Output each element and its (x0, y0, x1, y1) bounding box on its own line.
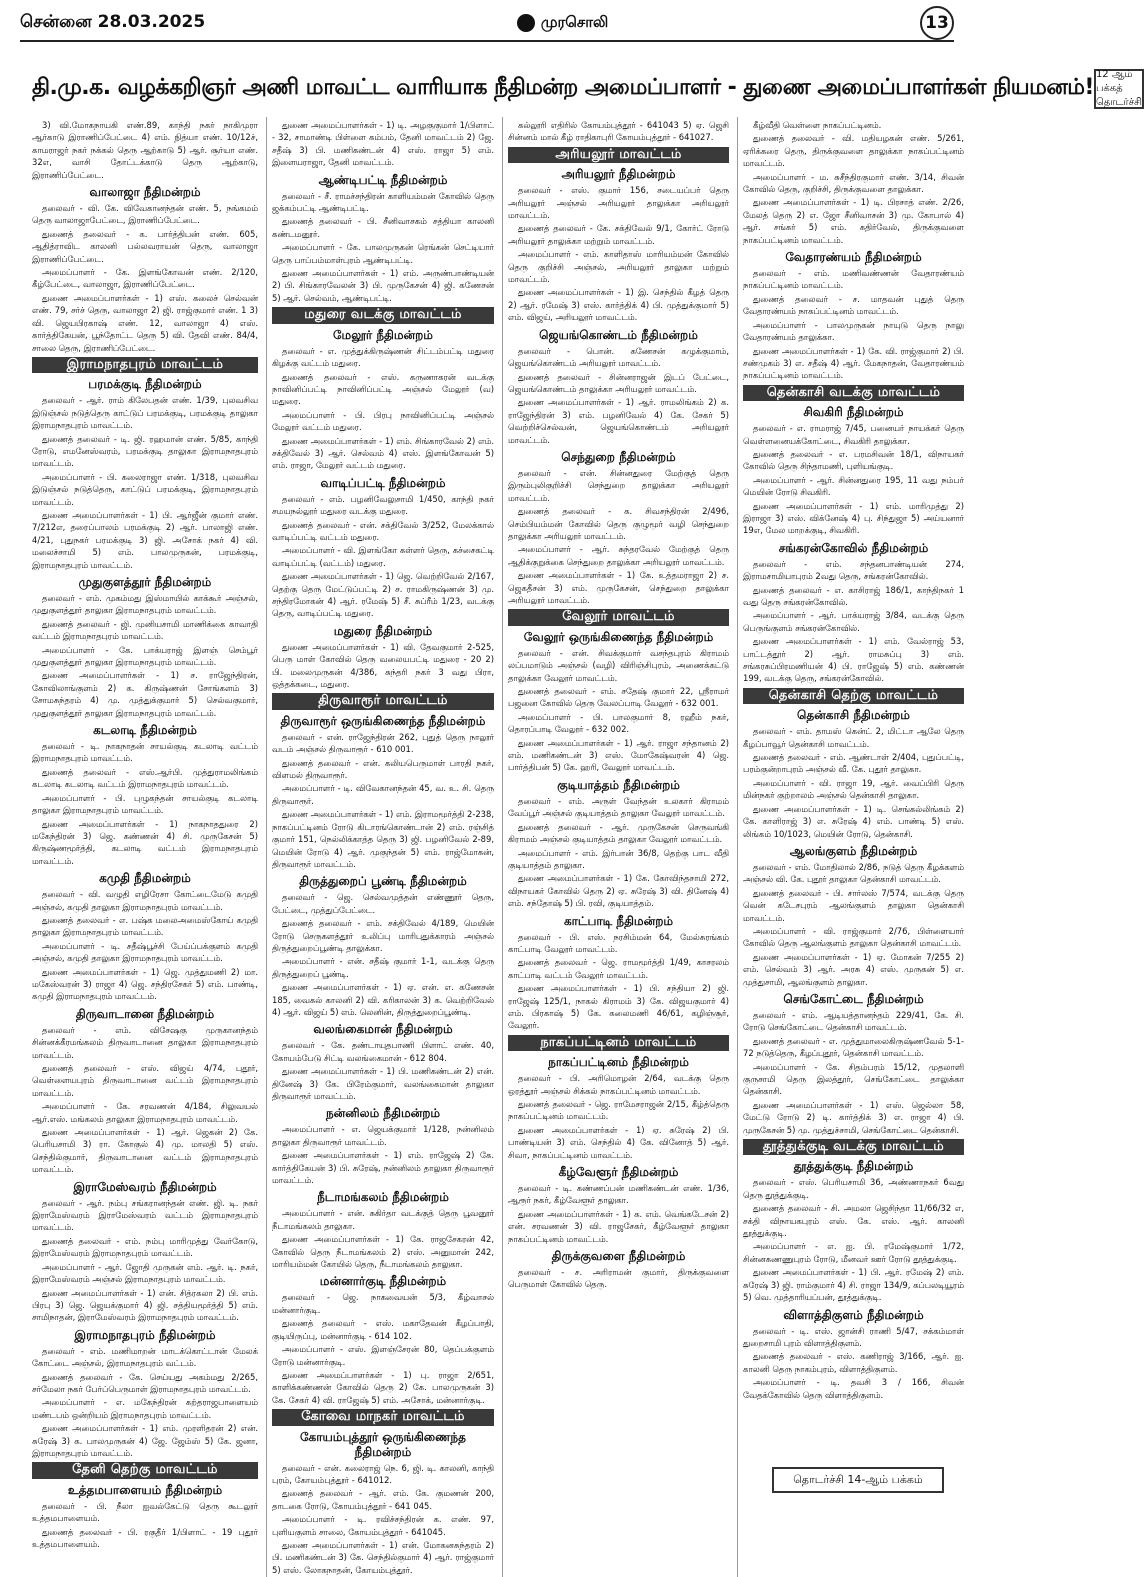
column-1 (30, 117, 262, 1577)
appointment-entry: துணைத் தலைவர் - என். கலியபெருமாள் பாரதி நகர், விளமல் திருவாரூர். (272, 757, 494, 781)
court-heading: திருவாடானை நீதிமன்றம் (75, 1006, 215, 1021)
appointment-entry: துணை அமைப்பாளர்கள் - 1) ஆர். ஜெகன் 2) கே. பெரியசாமி 3) ரா. கோகுல் 4) மு. மாலதி 5) எஸ். செந்தில்குமார், திருவாடானை வட்டம் இராமநாதபுரம் மாவட்டம். (32, 1127, 258, 1175)
appointment-entry: தலைவர் - என். சின்னதுரை மேற்குத் தெரு இரும்புலிகுறிச்சி செந்துறை தாலுக்கா அரியலூர் மாவட்டம். (508, 467, 729, 503)
appointment-entry: தலைவர் - ஜெ. செல்வமுத்தன் எண்ணூர் தெரு, பேட்டை, முத்துப்பேட்டை. (272, 892, 494, 915)
court-heading: இராமநாதபுரம் நீதிமன்றம் (74, 1327, 216, 1342)
appointment-entry: துணைத் தலைவர் - எஸ். கணிராஜ் 3/166, ஆர். ஐ. காலனி தெரு நாகம்புரம், விளாத்திகுளம். (743, 1351, 964, 1374)
appointment-entry: துணை அமைப்பாளர்கள் - 1) எம். சிங்காரவேல் 2) எம். சக்திவேல் 3) ஆர். செல்வம் 4) எஸ். இளங்கோவன் 5) எம். ராஜா, மேலூர் வட்டம் மதுரை. (272, 435, 494, 471)
appointment-entry: துணை அமைப்பாளர்கள் - 1) வி. தேவகுமார் 2-525, பெரு மாள் கோவில் தெரு வலையபட்டி மதுரை - 20 2) பி. மலைமுருகன் 4/386, சுந்தரி நகர் 3 வது பிரா, ஒத்தக்கடை, மதுரை. (272, 641, 494, 690)
court-heading: காட்பாடி நீதிமன்றம் (563, 913, 674, 928)
appointment-entry: கல்லூரி எதிரில் கோயம்புத்தூர் - 641043 5) ஏ. ஜெசி சின்னம் மால் கீழ் ராதிகாபுரி கோயம்புத்தூர் - 641027. (508, 120, 729, 143)
appointment-entry: அமைப்பாளர் - என். சதீஷ் குமார் 1-1, வடக்கு தெரு திருத்துறைப் பூண்டி. (272, 956, 494, 979)
district-heading: தேனி தெற்கு மாவட்டம் (32, 1462, 258, 1478)
court-heading: மன்னார்குடி நீதிமன்றம் (319, 1274, 447, 1289)
appointment-entry: துணைத் தலைவர் - எம். நம்பு மாரிமுத்து வேர்கோடு, இராமேஸ்வரம் இராமநாதபுரம் மாவட்டம். (32, 1235, 258, 1259)
district-heading: தென்காசி தெற்கு மாவட்டம் (743, 688, 964, 704)
appointment-entry: துணை அமைப்பாளர்கள் - 1) கே. வி. ராஜ்குமார் 2) பி. சண்முகம் 3) எ. சதீஷ் 4) ஆர். மேகநாதன், வேதாரண்யம் நாகப்பட்டினம் மாவட்டம். (743, 345, 964, 381)
appointment-entry: துணைத் தலைவர் - பி. ரகுதீர் 1/பிளாட் - 19 புதூர் உத்தமபாளையம். (32, 1526, 258, 1549)
appointment-entry: துணை அமைப்பாளர்கள் - 1) கே. உத்தமராஜா 2) ச. ஜெகதீசன் 3) எம். முருகேசன், செந்துறை தாலுக்கா அரியலூர் மாவட்டம். (508, 570, 729, 605)
column-2 (266, 117, 498, 1577)
appointment-entry: தலைவர் - எம். மணிமாறன் மாடக்கொட்டான் மேலக் கோட்டை அஞ்சல், இராமநாதபுரம் வட்டம். (32, 1345, 258, 1369)
appointment-entry: துணை அமைப்பாளர்கள் - 1) ச. ராஜேந்திரன், கோவிலாங்குளம் 2) க. கிருஷ்ணன் சோங்களம் 3) சோமசுந்தரம் 4) மு. முத்துக்குமார் 5) செல்வகுமார், முதுகுளத்தூர் தாலுகா இராமநாதபுரம் மாவட்டம். (32, 670, 258, 718)
court-heading: திருத்துறைப் பூண்டி நீதிமன்றம் (299, 874, 467, 889)
appointment-entry: துணைத் தலைவர் - எ. காசிராஜ் 186/1, காந்திநகர் 1 வது தெரு சங்கரன்கோவில். (743, 584, 964, 607)
appointment-entry: அமைப்பாளர் - பி. கலைராஜா எண். 1/318, புலவசிவ இடுஞ்சல் நடுத்தெரு, காட்டுப் பரமக்குடி, இராமநாதபுரம் மாவட்டம். (32, 471, 258, 507)
appointment-entry: துணைத் தலைவர் - க. சிவசந்திரன் 2/496, செம்பியம்மன் கோவில் தெரு குழுமூர் வழி செந்துறை தாலுக்கா அரியலூர் மாவட்டம். (508, 506, 729, 541)
court-heading: செங்கோட்டை நீதிமன்றம் (783, 991, 924, 1006)
appointment-entry: அமைப்பாளர் - பி. பாலகுமார் 8, ரஹீம் நகர், தொரப்பாடி வேலூர் - 632 002. (508, 711, 729, 735)
column-4 (737, 117, 968, 1577)
appointment-entry: அமைப்பாளர் - எம். காளிதாஸ் மாரியம்மன் கோவில் தெரு குறிச்சி அஞ்சல், அரியலூர் தாலுகா மற்றும் மாவட்டம். (508, 249, 729, 285)
appointment-entry: துணை அமைப்பாளர்கள் - 1) க. எம். வெங்கடேசன் 2) என். சரவணன் 3) வி. ராஜசேகர், கீழ்வேளூர் தாலுகா நாகப்பட்டினம் மாவட்டம். (508, 1208, 729, 1244)
appointment-entry: தலைவர் - டி. நாகநாதன் சாயல்குடி கடலாடி வட்டம் இராமநாதபுரம் மாவட்டம். (32, 741, 258, 764)
court-heading: தென்காசி நீதிமன்றம் (797, 708, 910, 723)
appointment-entry: தலைவர் - எம். ஆடியத்தானந்தம் 229/41, கே. சி. ரோடு செங்கோட்டை தென்காசி மாவட்டம். (743, 1009, 964, 1033)
appointment-entry: தலைவர் - பொன். கணேசன் கழுக்குமாம், ஜெயங்கொண்டம் அரியலூர் மாவட்டம். (508, 345, 729, 369)
masthead (20, 6, 954, 42)
appointment-entry: துணைத் தலைவர் - டி. ஜி. ரஹமான் எண். 5/85, காந்தி ரோடு, எமனேஸ்வரம், பரமக்குடி தாலுகா இராமநாதபுரம் மாவட்டம். (32, 433, 258, 469)
appointment-entry: அமைப்பாளர் - எஸ். இளஞ்சேரன் 80, தெப்பக்குளம் ரோடு மன்னார்குடி. (272, 1344, 494, 1367)
court-heading: நீடாமங்கலம் நீதிமன்றம் (317, 1190, 449, 1205)
appointment-entry: தலைவர் - எஸ். குமார் 156, சடையப்பர் தெரு அரியலூர் அஞ்சல் அரியலூர் தாலுக்கா அரியலூர் மாவட்டம். (508, 185, 729, 221)
appointment-entry: துணைத் தலைவர் - ஜெ. ராமமூர்த்தி 1/49, காசரலம் காட்பாடி வட்டம் வேலூர் மாவட்டம். (508, 957, 729, 980)
appointment-entry: துணை அமைப்பாளர்கள் - 1) ஆர். ராமலிங்கம் 2) க. ராஜேந்திரன் 3) எம். பழனிவேல் 4) கே. சேகர் 5) வெற்றிச்செல்வன், ஜெயங்கொண்டம் அரியலூர் மாவட்டம். (508, 397, 729, 445)
appointment-entry: அமைப்பாளர் - ஆர். சுந்தரவேல் மேற்குத் தெரு ஆதிக்குறுக்கை செந்துறை தாலுக்கா அரியலூர் மாவட்டம். (508, 544, 729, 567)
appointment-entry: தலைவர் - எம். முகம்மது இஸ்மாயில் காக்கூர் அஞ்சல், முதுகுளத்தூர் தாலுகா இராமநாதபுரம் மாவட்டம். (32, 593, 258, 616)
appointment-entry: தலைவர் - எம். தாமஸ் கென்ட் 2, மிட்டா ஆலே தெரு கீழப்பாவூர் தென்காசி மாவட்டம். (743, 726, 964, 749)
appointment-entry: துணை அமைப்பாளர்கள் - 1) எஸ். ஜெல்லா 58, மேட்டு ரோடு 2) டி. கார்த்திக் 3) எ. ராஜா 4) பி. முருகேசன் 5) மு. முத்துச்சாமி, செங்கோட்டை தென்காசி. (743, 1099, 964, 1135)
appointment-entry: அமைப்பாளர் - ம. சுசீந்திரகுமார் எண். 3/14, சிவன் கோவில் தெரு, குறிச்சி, திருக்குவளை தாலுக்கா. (743, 171, 964, 195)
newspaper-title: முரசொலி (540, 13, 609, 31)
appointment-entry: துணை அமைப்பாளர்கள் - 1) பி. சந்தியா 2) ஜி. ராஜேஷ் 125/1, நாகல் கிராமம் 3) கே. விஜயகுமார் 4) எம். பிரகாஷ் 5) கே. கலைமணி 46/61, கழிஞ்சூர், வேலூர். (508, 983, 729, 1031)
appointment-entry: தலைவர் - எம். மோதிலால் 2/86, நடுத் தெரு கீழக்களம் அஞ்சல் வி. கே. புதூர் தாலுகா தென்காசி மாவட்டம். (743, 861, 964, 885)
appointment-entry: துணை அமைப்பாளர்கள் - 1) இ. செந்தில் கீழத் தெரு 2) ஆர். ரமேஷ் 3) எஸ். கார்த்திக் 4) பி. முத்துக்குமார் 5) எம். விஜய், அரியலூர் மாவட்டம். (508, 287, 729, 323)
appointment-entry: அமைப்பாளர் - எம். இர்பான் 36/8, தெற்கு பாட வீதி குடியாத்தம் தாலுகா. (508, 847, 729, 870)
court-heading: கமுதி நீதிமன்றம் (99, 871, 191, 886)
appointment-entry: துணைத் தலைவர் - பி. சீனிவாசகம் சத்தியா காலனி கண்டமனூர். (272, 216, 494, 239)
appointment-entry: அமைப்பாளர் - என். சுகிர்தா வடக்குத் தெரு பூவனூர் நீடாமங்கலம் தாலுகா. (272, 1208, 494, 1231)
appointment-entry: அமைப்பாளர் - எ. ஐ. பி. ரமேஷ்குமார் 1/72, சின்னகணணுபுரம் ரோடு, மீனவர் ஊர் ரோடு தூத்துக்குடி. (743, 1241, 964, 1264)
district-heading: வேலூர் மாவட்டம் (508, 609, 729, 625)
appointment-entry: துணைத் தலைவர் - வி. மதியழகன் எண். 5/261, ஏரிக்கரை தெரு, திருக்குவளை தாலுக்கா நாகப்பட்டினம் மாவட்டம். (743, 133, 964, 169)
appointment-entry: தலைவர் - என். ராஜேந்திரன் 262, புதுத் தெரு நாலூர் வடம் அஞ்சல் திருவாரூர் - 610 001. (272, 731, 494, 755)
appointment-entry: தலைவர் - சீ. ராமச்சந்திரன் காளியம்மன் கோவில் தெரு ஜக்கம்பட்டி ஆண்டிபட்டி. (272, 190, 494, 214)
court-heading: வேதாரண்யம் நீதிமன்றம் (785, 250, 922, 265)
court-heading: உத்தமபாளையம் நீதிமன்றம் (67, 1482, 223, 1497)
appointment-entry: அமைப்பாளர் - ஆர். சின்னதுரை 195, 11 வது நம்பர் மெயின் ரோடு சிவகிரி. (743, 474, 964, 498)
appointment-entry: துணை அமைப்பாளர்கள் - 1) பி. மணிகண்டன் 2) என். தினேஷ் 3) கே. பிரேம்குமார், வலங்கைமான் தாலுகா திருவாரூர் மாவட்டம். (272, 1066, 494, 1101)
appointment-entry: தலைவர் - ஜெ. நாகவையன் 5/3, கீழ்வாசல் மன்னார்குடி. (272, 1292, 494, 1315)
appointment-entry: தலைவர் - டி. கண்ணப்பன் மணிகண்டன் எண். 1/36, ஆரூர் நகர், கீழ்வேளூர் தாலுகா. (508, 1183, 729, 1206)
appointment-entry: அமைப்பாளர் - டி. சதீஷ்பூச்சி பேய்ப்பக்குளம் கமுதி அஞ்சல், கமுதி தாலுகா இராமநாதபுரம் மாவட்டம். (32, 940, 258, 964)
appointment-entry: துணைத் தலைவர் - ஜி. முனியசாமி மாணிக்கை காவாதி வட்டம் இராமநாதபுரம் மாவட்டம். (32, 618, 258, 642)
headline-bar (32, 64, 1143, 114)
appointment-entry: தலைவர் - வி. கே. விவேகானந்தன் எண். 5, நங்கமம் தெரு வாலாஜாபேட்டை, இராணிப்பேட்டை. (32, 203, 258, 226)
appointment-entry: துணைத் தலைவர் - ஜெ. ராமேசராஜன் 2/15, கீழ்த்தெரு நாகப்பட்டினம் மாவட்டம். (508, 1099, 729, 1122)
appointment-entry: துணைத் தலைவர் - கே. சக்திவேல் 9/1, கோர்ட் ரோடு அரியலூர் தாலுக்கா மற்றும் மாவட்டம். (508, 223, 729, 246)
appointment-entry: துணைத் தலைவர் - எம். சக்திவேல் 4/189, மெயின் ரோடு செருகளத்தூர் உலிப்பு மாரிபுதுக்காரம் அஞ்சல் திருத்துறைப்பூண்டி தாலுக்கா. (272, 918, 494, 953)
appointment-entry: தலைவர் - பி. எஸ். நரசிம்மன் 64, மேல்சுரங்கம் காட்பாடி வேலூர் மாவட்டம். (508, 931, 729, 954)
appointment-entry: துணைத் தலைவர் - சி. அமலா ஜெசிந்தா 11/66/32 எ, சக்தி விநாயகபுரம் எஸ். கே. எஸ். ஆர். காலனி தூத்துக்குடி. (743, 1203, 964, 1239)
court-heading: இராமேஸ்வரம் நீதிமன்றம் (73, 1179, 217, 1194)
district-heading: தூத்துக்குடி வடக்கு மாவட்டம் (743, 1139, 964, 1155)
appointment-entry: துணைத் தலைவர் - என். சக்திவேல் 3/252, மேலக்கால் வாடிப்பட்டி வட்டம் மதுரை. (272, 519, 494, 542)
court-heading: நன்னிலம் நீதிமன்றம் (325, 1106, 441, 1121)
appointment-entry: அமைப்பாளர் - எ. ஜெயக்குமார் 1/128, நன்னிலம் தாலுகா திருவாரூர் மாவட்டம். (272, 1124, 494, 1147)
court-heading: கோயம்புத்தூர் ஒருங்கிணைந்த நீதிமன்றம் (300, 1429, 466, 1459)
appointment-entry: தலைவர் - ஆர். ராம் கிலேபதன் எண். 1/39, புலவசிவ இடுஞ்சல் நடுத்தெரு காட்டுப் பரமக்குடி, பரமக்குடி தாலுகா இராமநாதபுரம் மாவட்டம். (32, 395, 258, 431)
appointment-entry: தலைவர் - என். கலைராஜ் நெ. 6, ஜி. டி. காலனி, காந்தி புரம், கோயம்புத்தூர் - 641012. (272, 1462, 494, 1485)
appointment-entry: துணை அமைப்பாளர்கள் - 1) நாகநாததுரை 2) மகேந்திரன் 3) ஜெ. கண்ணன் 4) சி. முருகேசன் 5) கிருஷ்ணமூர்த்தி, கடலாடி வட்டம் இராமநாதபுரம் மாவட்டம். (32, 818, 258, 866)
district-heading: தென்காசி வடக்கு மாவட்டம் (743, 385, 964, 401)
court-heading: குடியாத்தம் நீதிமன்றம் (557, 777, 680, 792)
appointment-entry: துணை அமைப்பாளர்கள் - 1) எம். ராஜேஷ் 2) கே. கார்த்திகேயன் 3) பி. சுரேஷ், நன்னிலம் தாலுகா திருவாரூர் மாவட்டம். (272, 1150, 494, 1186)
court-heading: ஜெயங்கொண்டம் நீதிமன்றம் (539, 327, 698, 342)
court-heading: திருவாரூர் ஒருங்கிணைந்த நீதிமன்றம் (280, 713, 486, 728)
appointment-entry: துணைத் தலைவர் - ஆர். முருகேசன் செருவங்கி கிராமம் அஞ்சல் குடியாத்தம் தாலுகா வேலூர் மாவட்டம். (508, 821, 729, 845)
appointment-entry: அமைப்பாளர் - பாலமுருகன் நாயுடு தெரு நாலு வேதாரண்யம் தாலுக்கா. (743, 319, 964, 343)
appointment-entry: துணை அமைப்பாளர்கள் - 1) ஏ. மோகன் 7/255 2) எம். செல்வம் 3) ஆர். அரசு 4) எஸ். முருகன் 5) எ. முத்துசாமி, ஆலங்குளம் தாலுகா. (743, 951, 964, 987)
appointment-entry: துணை அமைப்பாளர்கள் - 1) டி. அழகுகுமார் 1/பிளாட் - 32, சாமாண்டி பிள்ளை கம்பம், தேனி மாவட்டம் 2) ஜே. சதீஷ் 3) பி. மணிகண்டன் 4) எஸ். ராஜா 5) எம். இளையராஜா, தேனி மாவட்டம். (272, 120, 494, 168)
appointment-entry: அமைப்பாளர் - பி. பிரபு நாவினிப்பட்டி அஞ்சல் மேலூர் வட்டம் மதுரை. (272, 409, 494, 433)
appointment-entry: தலைவர் - எம். மணிவண்ணன் வேதாரண்யம் நாகப்பட்டினம் மாவட்டம். (743, 268, 964, 291)
appointment-entry: தலைவர் - எ. ராமராஜ் 7/45, பனையர் நாயக்கர் தெரு வெள்ளனையக்கோட்டை, சிவகிரி தாலுக்கா. (743, 423, 964, 446)
district-heading: கோவை மாநகர் மாவட்டம் (272, 1409, 494, 1425)
appointment-entry: அமைப்பாளர் - கே. சிதம்பரம் 15/12, முதலாளி குருசாமி தெரு இலத்தூர், செங்கோட்டை தாலுக்கா தென்காசி. (743, 1061, 964, 1097)
appointment-entry: துணை அமைப்பாளர்கள் - 1) ஏ. என். எ. கணேசன் 185, வைகல் காலனி 2) வி. கரிகாலன் 3) க. வெற்றிவேல் 4) ஆர். விஜய் 5) எம். லெனின், திருத்துறைப்பூண்டி. (272, 982, 494, 1017)
appointment-entry: துணைத் தலைவர் - எம். சதேஷ் குமார் 22, ஸ்ரீராமர் பஜனை கோவில் தெரு வேலப்பாடி வேலூர் - 632 001. (508, 686, 729, 709)
court-heading: சங்கரன்கோவில் நீதிமன்றம் (778, 540, 929, 555)
appointment-entry: தலைவர் - எம். விசேஷகு முருகானந்தம் சின்னக்கீரமங்கலம் திருவாடானை தாலுகா இராமநாதபுரம் மாவட்டம். (32, 1024, 258, 1060)
appointment-entry: துணைத் தலைவர் - எஸ். கருணாகரன் வடக்கு நாவினிப்பட்டி நாவினிப்பட்டி அஞ்சல் மேலூர் (வ) மதுரை. (272, 371, 494, 407)
court-heading: மேலூர் நீதிமன்றம் (333, 327, 433, 342)
appointment-entry: துணைத் தலைவர் - ஆர். எம். கே. குமணன் 200, தாடகை ரோடு, கோயம்புத்தூர் - 641 045. (272, 1488, 494, 1511)
court-heading: வாடிப்பட்டி நீதிமன்றம் (320, 475, 446, 490)
issue-date: சென்னை 28.03.2025 (20, 12, 206, 32)
appointment-entry: தலைவர் - ஆர். நம்பு சங்கரானந்தன் எண். ஜி. டி. நகர் இராமேஸ்வரம் இராமேஸ்வரம் வட்டம் இராமநாதபுரம் மாவட்டம். (32, 1197, 258, 1233)
court-heading: அரியலூர் நீதிமன்றம் (561, 167, 676, 182)
appointment-entry: துணைத் தலைவர் - எ. பஷ்க மலைஅமைஸ்கோய் கமுதி தாலுகா இராமநாதபுரம் மாவட்டம். (32, 914, 258, 938)
newspaper-logo-icon (517, 14, 535, 32)
court-heading: தூத்துக்குடி நீதிமன்றம் (793, 1159, 914, 1174)
appointment-entry: தலைவர் - எஸ். பெரியசாமி 36, அண்ணாநகர் 6வது தெரு தூத்துக்குடி. (743, 1177, 964, 1200)
continued-from-line1: 12 ஆம் பக்கத் (1095, 69, 1133, 94)
appointment-entry: துணைத் தலைவர் - எ. முத்துமாலைகிருஷ்ணவேல் 5-1-72 நடுத்தெரு, கீழப்புதூர், தென்காசி மாவட்டம். (743, 1035, 964, 1059)
appointment-entry: துணை அமைப்பாளர்கள் - 1) ஜெ. முத்துமணி 2) மா. மகேஸ்வரன் 3) ராஜா 4) ஜெ. சந்திரசேகர் 5) எம். பாண்டி, கமுதி இராமநாதபுரம் மாவட்டம். (32, 966, 258, 1002)
appointment-entry: துணைத் தலைவர் - க. பார்த்திபன் எண். 605, ஆதித்ராவிட காலனி பல்லவராயன் தெரு, வாலாஜா இராணிப்பேட்டை. (32, 228, 258, 264)
appointment-entry: தலைவர் - எ. முத்துக்கிருஷ்ணன் சிட்டம்பட்டி மதுரை கிழக்கு வட்டம் மதுரை. (272, 345, 494, 369)
appointment-entry: தலைவர் - என். சிவக்குமார் வசந்தபுரம் கிராமம் லப்பமாடும் அஞ்சல் (வழி) விரிஞ்சிபுரம், அணைக்கட்டு தாலுக்கா வேலூர் மாவட்டம். (508, 647, 729, 683)
appointment-entry: துணை அமைப்பாளர்கள் - 1) கே. ராஜசேகரன் 42, கோவில் தெரு நீடாமங்கலம் 2) எஸ். அனுமான் 242, மாரியம்மன் கோயில் தெரு, நீடாமங்கலம் தாலுகா. (272, 1234, 494, 1270)
appointment-entry: அமைப்பாளர் - வி. இளங்கோ கள்ளர் தெரு, கச்சைகட்டி வாடிப்பட்டி (வட்டம்) மதுரை. (272, 545, 494, 568)
appointment-entry: துணைத் தலைவர் - பி. சார்லஸ் 7/574, வடக்கு தெரு வென் கடேசபுரம் ஆலங்குளம் தாலுகா தென்காசி மாவட்டம். (743, 887, 964, 923)
court-heading: முதுகுளத்தூர் நீதிமன்றம் (78, 575, 212, 589)
appointment-entry: துணை அமைப்பாளர்கள் - 1) பு. ராஜா 2/651, காளிக்கண்ணன் கோவில் தெரு 2) கே. பாலமுருகன் 3) கே. சேகர் 4) வி. ராஜேஷ் 5) எம். அசோக், மன்னார்குடி. (272, 1369, 494, 1405)
court-heading: ஆலங்குளம் நீதிமன்றம் (789, 843, 918, 858)
district-heading: இராமநாதபுரம் மாவட்டம் (32, 357, 258, 373)
headline: தி.மு.க. வழக்கறிஞர் அணி மாவட்ட வாரியாக நீதிமன்ற அமைப்பாளர் - துணை அமைப்பாளர்கள் நியமனம்! (32, 75, 1094, 100)
court-heading: சிவகிரி நீதிமன்றம் (803, 405, 904, 420)
court-heading: கீழ்வேளூர் நீதிமன்றம் (558, 1165, 679, 1180)
appointment-entry: தலைவர் - பி. நீலா ஐவல்கேட்டு தெரு கூடலூர் உத்தமபாளையம். (32, 1500, 258, 1524)
appointment-entry: துணை அமைப்பாளர்கள் - 1) எம். இராமமூர்த்தி 2-238, நாகப்பட்டினம் ரோடு கிடாரங்கொண்டான் 2) எம். ரஞ்சித் குமார் 151, நெல்லிக்காத்த தெரு 3) ஜி. பழனிவேல் 2-89, மெயின் ரோடு 4) ஆர். முகுந்தன் 5) எம். ராஜ்மோகன், திருவாரூர் மாவட்டம். (272, 809, 494, 869)
appointment-entry: அமைப்பாளர் - டி. விவேகானந்தன் 45, வ. உ. சி. தெரு திருவாரூர். (272, 783, 494, 806)
district-heading: மதுரை வடக்கு மாவட்டம் (272, 307, 494, 323)
appointment-entry: துணை அமைப்பாளர்கள் - 1) பி. ஆர். ரமேஷ் 2) எம். சுரேஷ் 3) ஜி. ராம்குமார் 4) சி. ராஜா 134/9, கப்பலடியூரம் 5) வெ. முத்தாரியப்பன், தூத்துக்குடி. (743, 1267, 964, 1303)
appointment-entry: அமைப்பாளர் - ஆர். பாக்யராஜ் 3/84, வடக்கு தெரு பெருங்குளம் சங்கரன்கோவில். (743, 610, 964, 633)
appointment-entry: துணைத் தலைவர் - எஸ். மகாதேவன் கீழப்பாதி, குடியிருப்பு, மன்னார்குடி - 614 102. (272, 1318, 494, 1341)
district-heading: திருவாரூர் மாவட்டம் (272, 693, 494, 709)
appointment-entry: தலைவர் - எம். சந்தனபாண்டியன் 274, இராமசாமியாபுரம் 2வது தெரு, சங்கரன்கோவில். (743, 558, 964, 582)
appointment-entry: தலைவர் - வி. வழுதி எழிரேசா கோட்டைமேடு கமுதி அஞ்சல், கமுதி தாலுகா இராமநாதபுரம் மாவட்டம். (32, 889, 258, 912)
appointment-entry: அமைப்பாளர் - கே. சரவணன் 4/184, சிலுவயல் ஆர்.எஸ். மங்கலம் தாலுகா இராமநாதபுரம் மாவட்டம். (32, 1101, 258, 1124)
appointment-entry: துணை அமைப்பாளர்கள் - 1) ஜெ. வெற்றிவேல் 2/167, தெற்கு தெரு மேட்டுப்பட்டி 2) ச. ராமகிருஷ்ணன் 3) மு. சந்திரமோகன் 4) ஆர். ரமேஷ் 5) சீ. சுப்ரீம் 1/23, வடக்கு தெரு, வாடிப்பட்டி மதுரை. (272, 571, 494, 619)
appointment-entry: அமைப்பாளர் - வி. ராஜா 19, ஆர். வைப்பிரி தெரு மின்நகர் குற்றாலம் அஞ்சல் தென்காசி தாலுகா. (743, 777, 964, 801)
appointment-entry: தலைவர் - கே. தண்டாயுதபாணி பிளாட் எண். 40, கோயம்பேடு சிட்டி வலங்கைமான் - 612 804. (272, 1040, 494, 1063)
appointment-entry: தலைவர் - டி. எஸ். ஜான்சி ராணி 5/47, சக்கம்மாள் துறைசாமி புரம் விளாத்திகுளம். (743, 1325, 964, 1348)
appointment-entry: தலைவர் - எம். அருள் வேந்தன் உலகார் கிராமம் வேப்பூர் அஞ்சல் குடியாத்தம் தாலுகா வேலூர் மாவட்டம். (508, 795, 729, 819)
appointment-entry: துணை அமைப்பாளர்கள் - 1) எம். மாரிமுத்து 2) இராஜா 3) எஸ். விக்னேஷ் 4) பு. சிந்துஜா 5) அய்யனார் 19எ, மேல மாறக்குடி, சிவகிரி. (743, 500, 964, 536)
column-3 (502, 117, 733, 1577)
appointment-entry: தலைவர் - ச. அரிராமன் குமார், திருக்குவளை பெருமாள் கோவில் தெரு. (508, 1267, 729, 1290)
appointment-entry: துணை அமைப்பாளர்கள் - 1) என். சித்ரகலா 2) பி. எம். பிரபு 3) ஜெ. ஜெயக்குமார் 4) ஜி. சத்தியமூர்த்தி 5) எம். சாமிநாதன், இராமேஸ்வரம் இராமநாதபுரம் மாவட்டம். (32, 1287, 258, 1323)
court-heading: நாகப்பட்டினம் நீதிமன்றம் (548, 1055, 689, 1070)
appointment-entry: துணைத் தலைவர் - கே. செய்யது அகம்மது 2/265, சர்மேலா நகர் பேர்ப்பெருமாள் இராமநாதபுரம் மாவட்டம். (32, 1371, 258, 1394)
appointment-entry: துணைத் தலைவர் - எ. பரமசிவன் 18/1, விநாயகர் கோவில் தெரு சிந்தாமணி, புளியங்குடி. (743, 448, 964, 472)
appointment-entry: அமைப்பாளர் - டி. தவசி 3 / 166, சிவன் வேதக்கோவில் தெரு விளாத்திகுளம். (743, 1377, 964, 1400)
court-heading: வாலாஜா நீதிமன்றம் (89, 185, 201, 200)
page-number: 13 (920, 6, 954, 40)
court-heading: திருக்குவளை நீதிமன்றம் (551, 1249, 686, 1264)
continued-to-box: தொடர்ச்சி 14-ஆம் பக்கம் (772, 1467, 944, 1493)
continued-from-line2: தொடர்ச்சி (1095, 97, 1143, 108)
appointment-entry: துணை அமைப்பாளர்கள் - 1) ஏ. சுரேஷ் 2) பி. பாண்டியன் 3) எம். செந்தில் 4) கே. வினோத் 5) ஆர். சிவா, நாகப்பட்டினம் மாவட்டம். (508, 1124, 729, 1160)
court-heading: மதுரை நீதிமன்றம் (333, 623, 433, 638)
court-heading: வலங்கைமான் நீதிமன்றம் (313, 1022, 453, 1037)
appointment-entry: அமைப்பாளர் - கே. பாக்யராஜ் இளஞ் செம்பூர் முதுகுளத்தூர் தாலுகா இராமநாதபுரம் மாவட்டம். (32, 644, 258, 668)
appointment-entry: கீழ்வீதி வெள்ளை நாகப்பட்டினம். (753, 120, 882, 130)
appointment-entry: அமைப்பாளர் - கே. பாலமுருகன் ரெங்கன் செட்டியார் தெரு பாப்பம்மாள்புரம் ஆண்டிபட்டி. (272, 242, 494, 265)
appointment-entry: துணைத் தலைவர் - சின்னராஜன் இடப் பேட்டை, ஜெயங்கொண்டம் தாலுக்கா அரியலூர் மாவட்டம். (508, 371, 729, 394)
appointment-entry: அமைப்பாளர் - வி. ராஜ்குமார் 2/76, பிள்ளையார் கோவில் தெரு ஆலங்குளம் தாலுகா தென்காசி மாவட்டம். (743, 925, 964, 949)
appointment-entry: துணை அமைப்பாளர்கள் - 1) எம். அருண்பாண்டியன் 2) பி. சிங்காரவேலன் 3) பி. முருகேசன் 4) ஜி. கணேசன் 5) ஆர். செல்வம், ஆண்டிபட்டி. (272, 268, 494, 303)
court-heading: வேலூர் ஒருங்கிணைந்த நீதிமன்றம் (523, 629, 714, 644)
appointment-entry: 3) வி.மோகநாயகி எண்.89, காந்தி நகர் நாகிமுரா ஆர்காடு இராணிப்பேட்டை 4) எம். நித்யா எண். 10/12ச், காமராஜர் நகர் நக்கல் தெரு ஆற்காடு 5) ஆர். சூர்யா எண். 32எ, வாசி தோட்டக்காடு தெரு ஆற்காடு, இராணிப்பேட்டை. (32, 120, 258, 180)
court-heading: பரமக்குடி நீதிமன்றம் (88, 377, 202, 392)
district-heading: அரியலூர் மாவட்டம் (508, 147, 729, 163)
appointment-entry: துணைத் தலைவர் - எஸ். விஜய் 4/74, புதூர், வெள்ளையபுரம் திருவாடானை வட்டம் இராமநாதபுரம் மாவட்டம். (32, 1063, 258, 1098)
appointment-entry: அமைப்பாளர் - எ. மகேந்திரன் கற்தராஜபாளையம் மண்டபம் ஒன்றியம் இராமநாதபுரம் மாவட்டம். (32, 1397, 258, 1420)
appointment-entry: துணை அமைப்பாளர்கள் - 1) எம். வேல்ராஜ் 53, பாட்டத்தூர் 2) ஆர். ராமசுப்பு 3) எம். சங்கரசுப்பிரமணியன் 4) பி. ராஜேஷ் 5) எம். கண்ணன் 199, வடக்கு தெரு, சங்கரன்கோவில். (743, 636, 964, 684)
court-heading: செந்துறை நீதிமன்றம் (561, 449, 676, 464)
district-heading: நாகப்பட்டினம் மாவட்டம் (508, 1035, 729, 1051)
court-heading: விளாத்திகுளம் நீதிமன்றம் (783, 1307, 924, 1322)
appointment-entry: துணை அமைப்பாளர்கள் - 1) கே. கோவிந்தசாமி 272, விநாயகர் கோவில் தெரு 2) ஏ. சுரேஷ் 3) வி. தினேஷ் 4) எம். சந்தோஷ் 5) பி. ரவி, குடியாத்தம். (508, 873, 729, 909)
appointment-entry: அமைப்பாளர் - டி. ரவிச்சந்திரன் க. எண். 97, புளியகுளம் சாலை, கோயம்புத்தூர் - 641045. (272, 1514, 494, 1537)
appointment-entry: துணை அமைப்பாளர்கள் - 1) டி. பிரசாத் எண். 2/26, மேலத் தெரு 2) எ. ஜோ சீனிவாசன் 3) மு. கோபால் 4) ஆர். சங்கர் 5) எம். கதிர்வேல், திருக்குவளை நாகப்பட்டினம் மாவட்டம். (743, 197, 964, 245)
appointment-entry: துணைத் தலைவர் - எம். ஆண்டாள் 2/404, புதுப்பட்டி, பரம்குன்றாபுரம் அஞ்சல் வீ. கே. புதூர் தாலுகா. (743, 752, 964, 775)
appointment-entry: அமைப்பாளர் - கே. இளங்கோவன் எண். 2/120, கீழ்பேட்டை, வாலாஜா, இராணிப்பேட்டை. (32, 267, 258, 290)
court-heading: கடலாடி நீதிமன்றம் (93, 723, 197, 738)
appointment-entry: அமைப்பாளர் - ஆர். ஜோதி முருகன் எம். ஆர். டி. நகர், இராமேஸ்வரம் அஞ்சல் இராமநாதபுரம் மாவட்டம். (32, 1261, 258, 1285)
appointment-entry: துணை அமைப்பாளர்கள் - 1) டி. செங்கல்லிங்கம் 2) கே. காளிராஜ் 3) எ. சுரேஷ் 4) எம். பாண்டி 5) எஸ். லிங்கம் 10/1023, மெயின் ரோடு, தென்காசி. (743, 803, 964, 839)
newspaper-name (517, 13, 609, 33)
appointment-entry: துணை அமைப்பாளர்கள் - 1) என். மோகனசுந்தரம் 2) பி. மணிகண்டன் 3) கே. செந்தில்குமார் 4) ஆர். ராஜ்குமார் 5) எஸ். லோகநாதன், கோயம்புத்தூர். (272, 1539, 494, 1575)
continued-from-box (1094, 69, 1144, 109)
appointment-entry: துணை அமைப்பாளர்கள் - 1) பி. ஆர்ஜீன் குமார் எண். 7/212எ, தரைப்பாலம் பரமக்குடி 2) ஆர். பாலாஜி எண். 4/21, புதுநகர் பரமக்குடி 3) ஜி. அசோக் நகர் 4) வி. மலைச்சாமி 5) எம். பாலமுருகன், பரமக்குடி, இராமநாதபுரம் மாவட்டம். (32, 509, 258, 570)
appointment-entry: துணைத் தலைவர் - ச. மாதவன் புதுத் தெரு வேதாரண்யம் நாகப்பட்டினம் மாவட்டம். (743, 293, 964, 317)
appointment-entry: அமைப்பாளர் - பி. புழுகந்தன் சாயல்குடி கடலாடி தாலுகா இராமநாதபுரம் மாவட்டம். (32, 792, 258, 816)
appointment-entry: தலைவர் - எம். பழனிவேலுசாமி 1/450, காந்தி நகர் சமயநல்லூர் மதுரை வடக்கு மதுரை. (272, 493, 494, 517)
court-heading: ஆண்டிபட்டி நீதிமன்றம் (318, 172, 448, 187)
appointment-entry: தலைவர் - பி. அரிமொழன் 2/64, வடக்கு தெரு ஒரத்தூர் அஞ்சல் சிக்கல் நாகப்பட்டினம் மாவட்டம். (508, 1073, 729, 1096)
appointment-entry: துணை அமைப்பாளர்கள் - 1) எஸ். கலைச் செல்வன் எண். 79, சர்ச் தெரு, வாலாஜா 2) ஜி. ராஜ்குமார் எண். 1 3) வி. ஜெயபிரகாஷ் எண். 12, வாலாஜா 4) எஸ். கார்த்திகேயன், பூந்தோட்ட தெரு 5) வி. தேவி எண். 84/4, சாலை தெரு, இராணிப்பேட்டை. (32, 292, 258, 353)
appointment-entry: துணை அமைப்பாளர்கள் - 1) எம். முரளிதரன் 2) என். சுரேஷ் 3) க. பாலமுருகன் 4) ஜே. ஜேம்ஸ் 5) கே. ஜனா, இராமநாதபுரம் மாவட்டம். (32, 1423, 258, 1458)
appointment-entry: துணைத் தலைவர் - எஸ்.ஆர்பி. முத்துராமலிங்கம் கடலாடி கடலாடி வட்டம் இராமநாதபுரம் மாவட்டம். (32, 766, 258, 790)
appointment-entry: துணை அமைப்பாளர்கள் - 1) ஆர். ராஜா சந்தானம் 2) எம். மணிகண்டன் 3) எஸ். மோகேஷ்வரன் 4) ஜெ. பார்த்திபன் 5) கே. ஹரி, வேலூர் மாவட்டம். (508, 737, 729, 773)
